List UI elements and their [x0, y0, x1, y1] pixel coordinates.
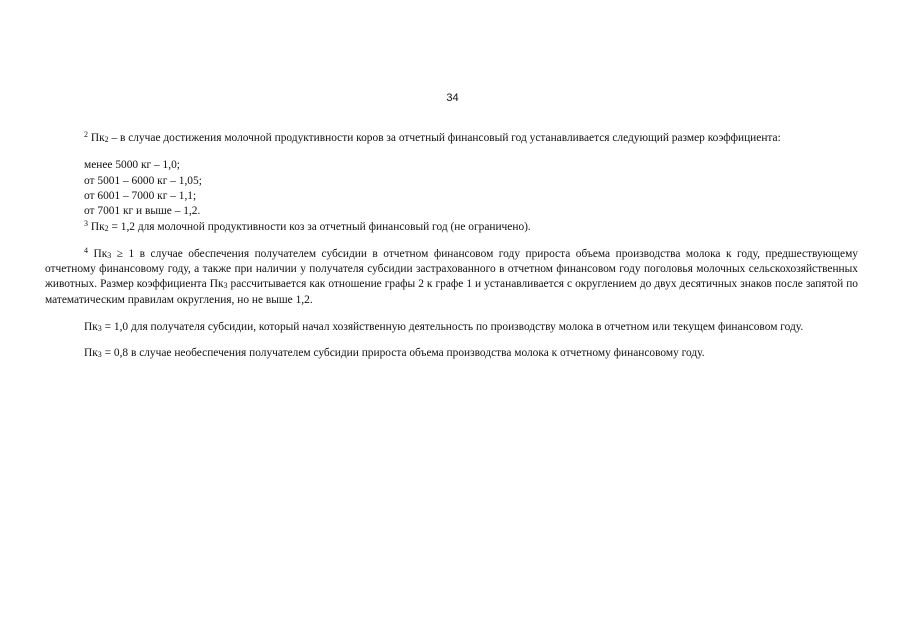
document-body: [45, 120, 858, 373]
coefficient-paragraph: [45, 346, 858, 361]
list-item: от 6001 – 7000 кг – 1,1;: [84, 190, 197, 202]
list-item: от 5001 – 6000 кг – 1,05;: [84, 174, 202, 187]
footnote-2-paragraph: [45, 131, 858, 146]
coefficient-paragraph: [45, 320, 858, 335]
coefficient-symbol: Пк: [90, 220, 105, 233]
coefficient-symbol: Пк: [93, 247, 108, 260]
coefficient-subscript: 3: [97, 350, 102, 360]
coefficient-subscript: 3: [97, 323, 102, 333]
list-item: менее 5000 кг – 1,0;: [84, 159, 180, 172]
coefficient-subscript: 2: [104, 223, 109, 233]
footnote-mark: 3: [84, 218, 88, 228]
footnote-mark: 2: [84, 130, 88, 140]
list-item: от 7001 кг и выше – 1,2.: [84, 205, 201, 218]
footnote-mark: 4: [84, 245, 88, 255]
footnote-4-paragraph: [45, 247, 858, 309]
coefficient-symbol: Пк: [84, 320, 98, 333]
coefficient-subscript: 3: [107, 250, 112, 260]
footnote-text: рассчитывается как отношение графы 2 к графе 1 и устанавливается с округлением до двух десятичных знаков после запятой по математическим правилам округления, но не выше 1,2.: [45, 278, 858, 306]
footnote-text: – в случае достижения молочной продуктивности коров за отчетный финансовый год устанавливается следующий размер коэффициента:: [108, 132, 781, 145]
coefficient-subscript: 2: [104, 135, 109, 145]
coefficient-symbol: Пк: [84, 347, 98, 360]
footnote-3-paragraph: [84, 220, 858, 235]
paragraph-text: = 0,8 в случае необеспечения получателем субсидии прироста объема производства молока к отчетному финансовому году.: [101, 347, 705, 360]
footnote-text: ≥ 1 в случае обеспечения получателем субсидии в отчетном финансовом году прироста объема производства молока к году, предшествующему отчетному финансовому году, а также при наличии у получателя субсидии застрахованного в отчетном финансовом году поголовья молочных сельскохозяйственных животных. Размер коэффициента Пк: [45, 247, 858, 291]
coefficient-symbol: Пк: [90, 132, 105, 145]
footnote-text: = 1,2 для молочной продуктивности коз за отчетный финансовый год (не ограничено).: [108, 220, 531, 233]
coefficient-subscript: 3: [223, 281, 228, 291]
page-number: 34: [446, 92, 459, 104]
paragraph-text: = 1,0 для получателя субсидии, который начал хозяйственную деятельность по производству молока в отчетном или текущем финансовом году.: [101, 320, 804, 333]
